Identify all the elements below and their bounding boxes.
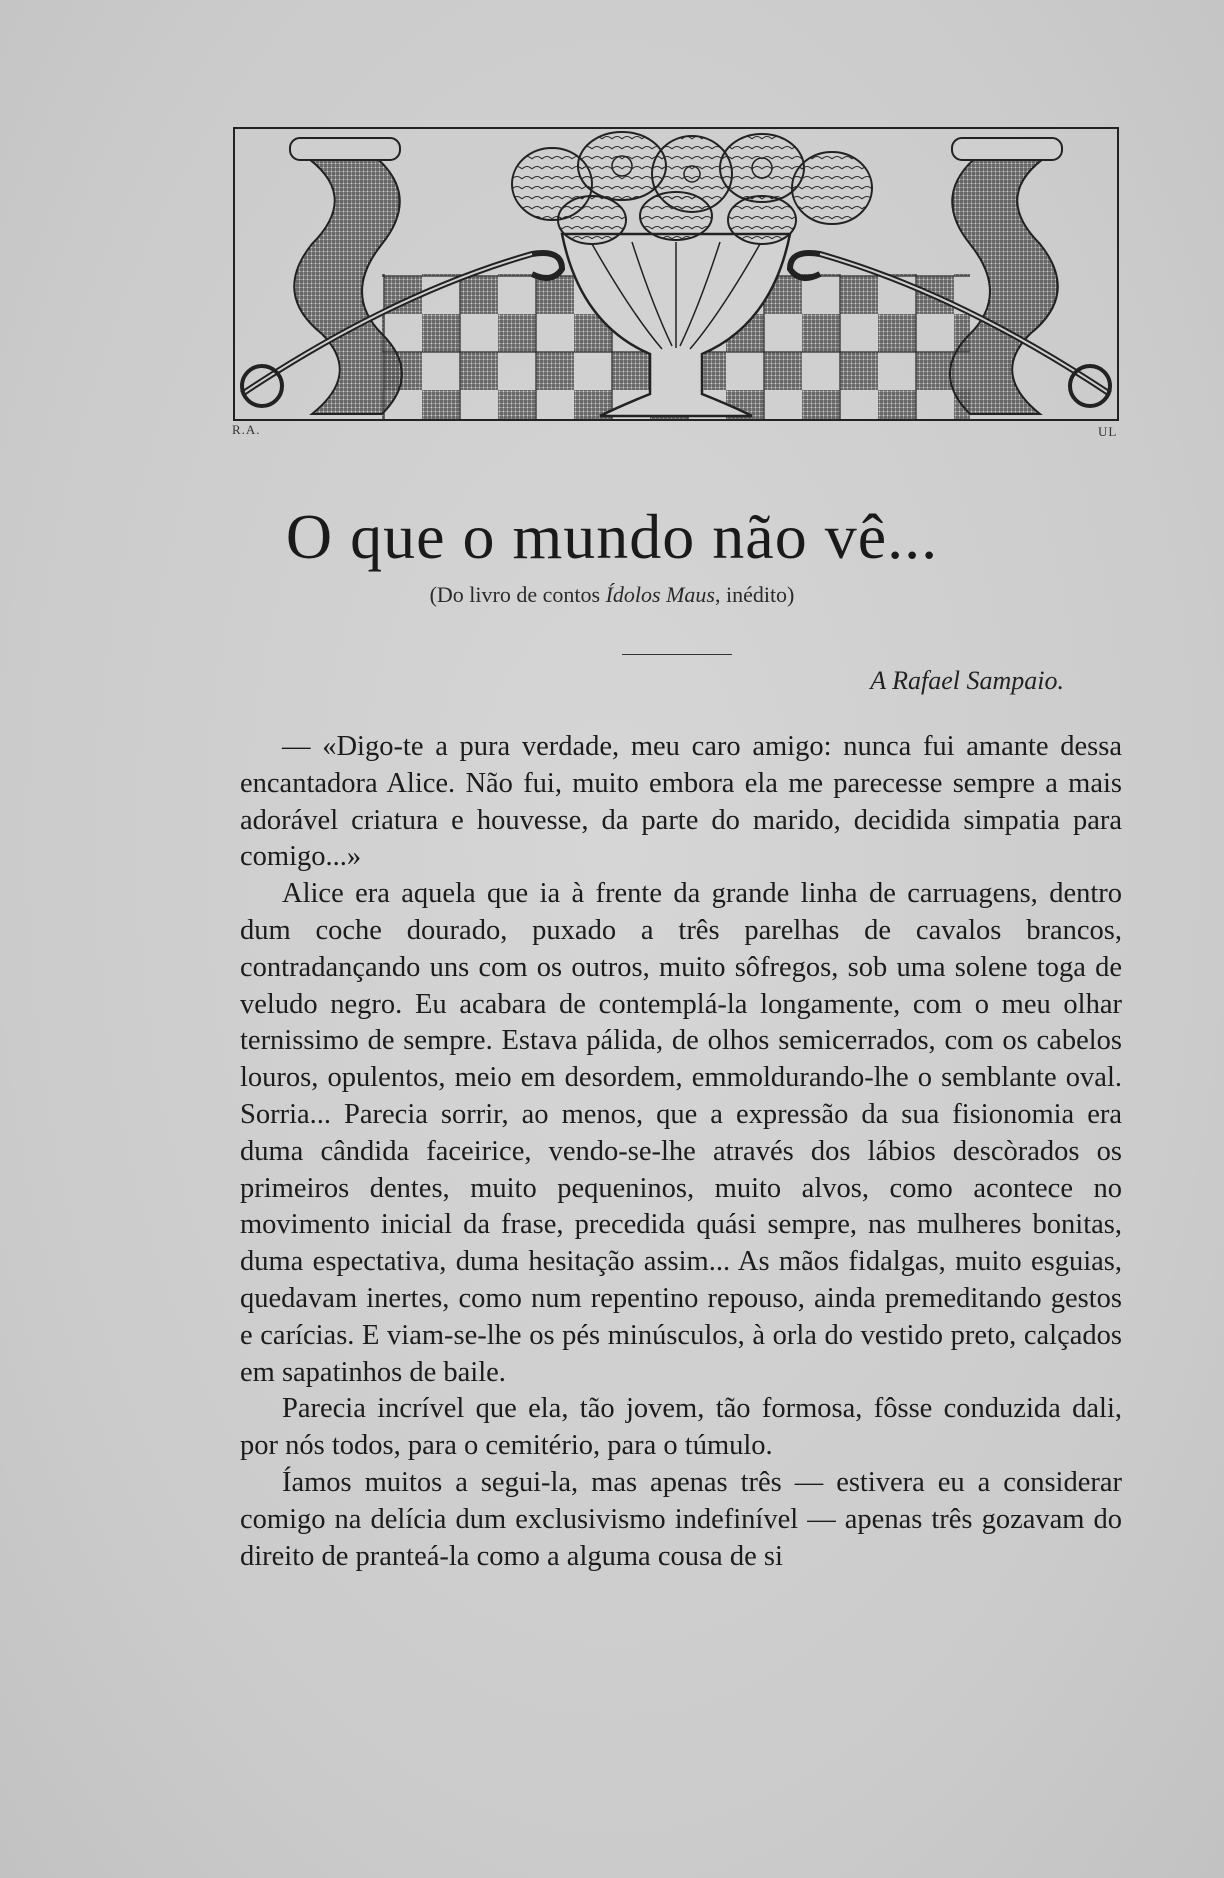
paragraph: — «Digo-te a pura verdade, meu caro amigo: nunca fui amante dessa encantadora Alice. Não fui, muito embora ela me parecesse sempre a mais adorável criatura e houvesse, da parte do marido, decidida simpatia para comigo...» [240, 731, 1122, 873]
story-body [240, 729, 1122, 1575]
section-divider [622, 654, 732, 655]
subtitle-suffix: , inédito) [714, 582, 795, 607]
vignette-illustration [232, 124, 1120, 438]
story-subtitle [0, 582, 1224, 608]
paragraph: Íamos muitos a segui-la, mas apenas três — estivera eu a considerar comigo na delícia dum exclusivismo indefinível — apenas três gozavam do direito de pranteá-la como a alguma cousa de si [240, 1466, 1122, 1572]
decorative-header-vignette [232, 124, 1120, 438]
illustrator-signature-left: R.A. [232, 422, 261, 437]
illustrator-signature-right: UL [1098, 424, 1118, 439]
story-title: O que o mundo não vê... [285, 501, 939, 572]
book-title: Ídolos Maus [605, 582, 715, 607]
paragraph: Parecia incrível que ela, tão jovem, tão formosa, fôsse conduzida dali, por nós todos, para o cemitério, para o túmulo. [240, 1393, 1122, 1462]
paragraph: Alice era aquela que ia à frente da grande linha de carruagens, dentro dum coche dourado, puxado a três parelhas de cavalos brancos, contradançando uns com os outros, muito sôfregos, sob uma solene toga de veludo negro. Eu acabara de contemplá-la longamente, com o meu olhar ternissimo de sempre. Estava pálida, de olhos semicerrados, com os cabelos louros, opulentos, meio em desordem, emmoldurando-lhe o semblante oval. Sorria... Parecia sorrir, ao menos, que a expressão da sua fisionomia era duma cândida faceirice, vendo-se-lhe através dos lábios descòrados os primeiros dentes, muito pequeninos, muito alvos, como acontece no movimento inicial da frase, precedida quási sempre, nas mulheres bonitas, duma espectativa, duma hesitação assim... As mãos fidalgas, muito esguias, quedavam inertes, como num repentino repouso, ainda premeditando gestos e carícias. E viam-se-lhe os pés minúsculos, à orla do vestido preto, calçados em sapatinhos de baile. [240, 878, 1122, 1388]
subtitle-prefix: (Do livro de contos [429, 582, 606, 607]
dedication: A Rafael Sampaio. [870, 666, 1064, 695]
